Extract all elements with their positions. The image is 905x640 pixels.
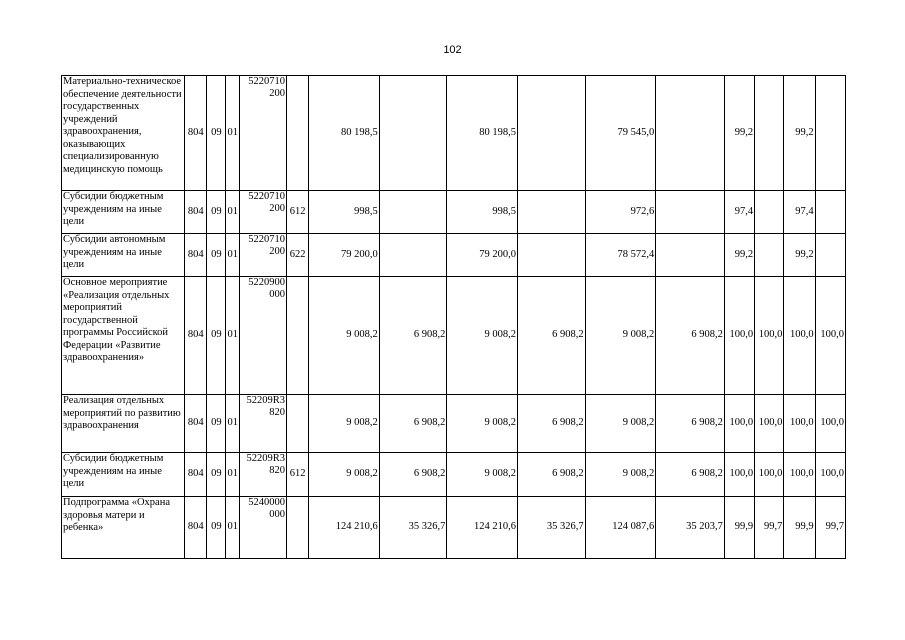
rz-code: 09 — [207, 234, 226, 277]
pct-approved-total: 99,9 — [724, 497, 754, 559]
pct-approved-federal: 99,7 — [755, 497, 784, 559]
row-name: Субсидии бюджетным учреждениям на иные цели — [62, 453, 185, 497]
pct-approved-total: 100,0 — [724, 453, 754, 497]
executed-federal: 6 908,2 — [656, 277, 725, 395]
row-name: Субсидии бюджетным учреждениям на иные цели — [62, 191, 185, 234]
gr-code: 804 — [185, 277, 207, 395]
pct-updated-total: 97,4 — [784, 191, 815, 234]
approved-total: 998,5 — [309, 191, 380, 234]
table-row — [62, 395, 846, 453]
pct-approved-federal — [755, 191, 784, 234]
pct-approved-federal — [755, 76, 784, 191]
table-row — [62, 277, 846, 395]
csr-code: 52209R3 820 — [239, 453, 286, 497]
pct-updated-total: 100,0 — [784, 453, 815, 497]
vr-code — [286, 497, 308, 559]
executed-total: 79 545,0 — [585, 76, 656, 191]
vr-code — [286, 277, 308, 395]
rz-code: 09 — [207, 76, 226, 191]
row-name: Субсидии автономным учреждениям на иные цели — [62, 234, 185, 277]
pr-code: 01 — [226, 234, 239, 277]
approved-federal — [379, 76, 447, 191]
pr-code: 01 — [226, 191, 239, 234]
executed-total: 972,6 — [585, 191, 656, 234]
vr-code: 612 — [286, 453, 308, 497]
updated-total: 124 210,6 — [447, 497, 518, 559]
csr-code: 52209R3 820 — [239, 395, 286, 453]
csr-code: 5220900 000 — [239, 277, 286, 395]
table-row — [62, 76, 846, 191]
gr-code: 804 — [185, 191, 207, 234]
rz-code: 09 — [207, 395, 226, 453]
csr-code: 5220710 200 — [239, 76, 286, 191]
updated-total: 9 008,2 — [447, 453, 518, 497]
updated-federal: 35 326,7 — [518, 497, 586, 559]
row-name: Основное мероприятие «Реализация отдельных мероприятий государственной программы Российской Федерации «Развитие здравоохранения» — [62, 277, 185, 395]
pr-code: 01 — [226, 277, 239, 395]
updated-federal: 6 908,2 — [518, 453, 586, 497]
row-name: Материально-техническое обеспечение деятельности государственных учреждений здравоохранения, оказывающих специализированную медицинскую помощь — [62, 76, 185, 191]
updated-total: 80 198,5 — [447, 76, 518, 191]
updated-federal: 6 908,2 — [518, 277, 586, 395]
table-row — [62, 191, 846, 234]
gr-code: 804 — [185, 395, 207, 453]
rz-code: 09 — [207, 497, 226, 559]
table-row — [62, 453, 846, 497]
approved-total: 80 198,5 — [309, 76, 380, 191]
pct-updated-federal — [815, 76, 845, 191]
pr-code: 01 — [226, 76, 239, 191]
vr-code: 622 — [286, 234, 308, 277]
vr-code — [286, 395, 308, 453]
pct-updated-federal: 100,0 — [815, 453, 845, 497]
vr-code — [286, 76, 308, 191]
approved-federal: 6 908,2 — [379, 453, 447, 497]
pct-approved-total: 100,0 — [724, 395, 754, 453]
executed-total: 9 008,2 — [585, 277, 656, 395]
pct-updated-total: 100,0 — [784, 395, 815, 453]
pct-updated-federal: 100,0 — [815, 395, 845, 453]
approved-total: 9 008,2 — [309, 395, 380, 453]
updated-total: 9 008,2 — [447, 277, 518, 395]
table-row — [62, 234, 846, 277]
pct-updated-total: 100,0 — [784, 277, 815, 395]
approved-total: 9 008,2 — [309, 277, 380, 395]
rz-code: 09 — [207, 453, 226, 497]
row-name: Реализация отдельных мероприятий по развитию здравоохранения — [62, 395, 185, 453]
approved-federal: 6 908,2 — [379, 277, 447, 395]
executed-federal — [656, 191, 725, 234]
approved-federal — [379, 191, 447, 234]
approved-federal: 6 908,2 — [379, 395, 447, 453]
pct-updated-federal — [815, 191, 845, 234]
pct-updated-total: 99,2 — [784, 234, 815, 277]
updated-total: 9 008,2 — [447, 395, 518, 453]
executed-total: 9 008,2 — [585, 453, 656, 497]
executed-total: 9 008,2 — [585, 395, 656, 453]
budget-execution-table — [61, 75, 846, 559]
pct-approved-federal — [755, 234, 784, 277]
rz-code: 09 — [207, 277, 226, 395]
executed-federal: 35 203,7 — [656, 497, 725, 559]
updated-federal — [518, 234, 586, 277]
pct-updated-total: 99,9 — [784, 497, 815, 559]
executed-federal: 6 908,2 — [656, 395, 725, 453]
updated-federal — [518, 76, 586, 191]
pr-code: 01 — [226, 395, 239, 453]
pct-approved-federal: 100,0 — [755, 395, 784, 453]
approved-total: 79 200,0 — [309, 234, 380, 277]
approved-total: 124 210,6 — [309, 497, 380, 559]
executed-total: 78 572,4 — [585, 234, 656, 277]
updated-total: 79 200,0 — [447, 234, 518, 277]
approved-federal: 35 326,7 — [379, 497, 447, 559]
pct-approved-total: 97,4 — [724, 191, 754, 234]
gr-code: 804 — [185, 76, 207, 191]
csr-code: 5220710 200 — [239, 191, 286, 234]
csr-code: 5220710 200 — [239, 234, 286, 277]
page-number: 102 — [443, 44, 462, 56]
vr-code: 612 — [286, 191, 308, 234]
updated-federal: 6 908,2 — [518, 395, 586, 453]
updated-total: 998,5 — [447, 191, 518, 234]
approved-total: 9 008,2 — [309, 453, 380, 497]
executed-federal — [656, 76, 725, 191]
pct-approved-total: 99,2 — [724, 76, 754, 191]
executed-federal — [656, 234, 725, 277]
rz-code: 09 — [207, 191, 226, 234]
pct-updated-total: 99,2 — [784, 76, 815, 191]
pr-code: 01 — [226, 497, 239, 559]
pct-updated-federal — [815, 234, 845, 277]
gr-code: 804 — [185, 453, 207, 497]
pct-updated-federal: 100,0 — [815, 277, 845, 395]
executed-total: 124 087,6 — [585, 497, 656, 559]
table-row — [62, 497, 846, 559]
pct-approved-total: 99,2 — [724, 234, 754, 277]
gr-code: 804 — [185, 497, 207, 559]
executed-federal: 6 908,2 — [656, 453, 725, 497]
approved-federal — [379, 234, 447, 277]
pct-approved-federal: 100,0 — [755, 453, 784, 497]
updated-federal — [518, 191, 586, 234]
pct-updated-federal: 99,7 — [815, 497, 845, 559]
gr-code: 804 — [185, 234, 207, 277]
pr-code: 01 — [226, 453, 239, 497]
row-name: Подпрограмма «Охрана здоровья матери и ребенка» — [62, 497, 185, 559]
csr-code: 5240000 000 — [239, 497, 286, 559]
pct-approved-federal: 100,0 — [755, 277, 784, 395]
pct-approved-total: 100,0 — [724, 277, 754, 395]
